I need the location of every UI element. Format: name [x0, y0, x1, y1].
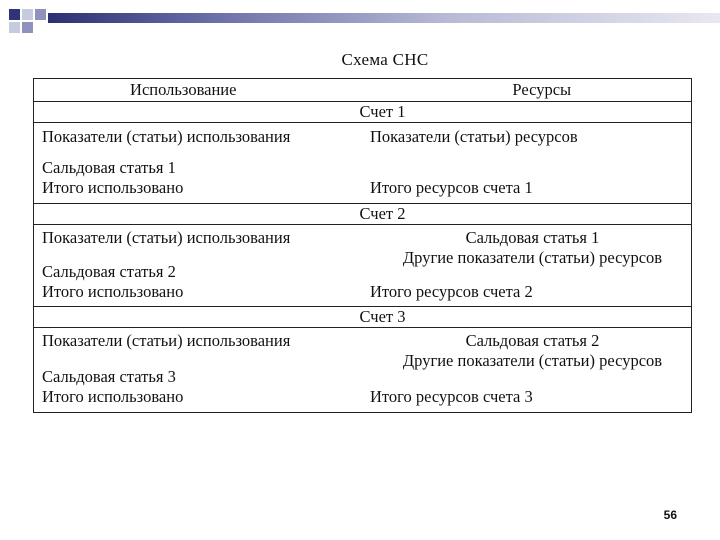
header-gradient-band — [48, 13, 720, 23]
page-title: Схема СНС — [341, 50, 429, 69]
account-body — [34, 225, 691, 307]
account-title: Счет 2 — [34, 204, 691, 225]
uses-indicators: Показатели (статьи) использования — [42, 127, 291, 146]
resources-balancing-item: Сальдовая статья 2 — [465, 331, 600, 350]
resources-indicators: Показатели (статьи) ресурсов — [370, 127, 578, 146]
total-resources: Итого ресурсов счета 3 — [370, 387, 533, 406]
corner-square-icon — [22, 9, 33, 20]
corner-square-icon — [22, 22, 33, 33]
resources-balancing-item: Сальдовая статья 1 — [465, 228, 600, 247]
corner-square-icon — [35, 9, 46, 20]
account-body — [34, 328, 691, 412]
sna-scheme-table — [33, 78, 692, 413]
page-number: 56 — [663, 508, 677, 522]
uses-indicators: Показатели (статьи) использования — [42, 331, 291, 350]
balancing-item: Сальдовая статья 3 — [42, 367, 176, 386]
total-uses: Итого использовано — [42, 387, 184, 406]
resources-other-indicators: Другие показатели (статьи) ресурсов — [402, 248, 663, 267]
total-resources: Итого ресурсов счета 1 — [370, 178, 533, 197]
balancing-item: Сальдовая статья 2 — [42, 262, 176, 281]
account-title: Счет 1 — [34, 102, 691, 123]
resources-other-indicators: Другие показатели (статьи) ресурсов — [402, 351, 663, 370]
total-uses: Итого использовано — [42, 282, 184, 301]
total-resources: Итого ресурсов счета 2 — [370, 282, 533, 301]
uses-indicators: Показатели (статьи) использования — [42, 228, 291, 247]
column-header-uses: Использование — [130, 80, 237, 99]
column-header-row — [34, 79, 691, 102]
account-body — [34, 123, 691, 204]
column-header-resources: Ресурсы — [512, 80, 572, 99]
balancing-item: Сальдовая статья 1 — [42, 158, 176, 177]
corner-square-icon — [9, 22, 20, 33]
total-uses: Итого использовано — [42, 178, 184, 197]
corner-square-icon — [9, 9, 20, 20]
account-title: Счет 3 — [34, 307, 691, 328]
